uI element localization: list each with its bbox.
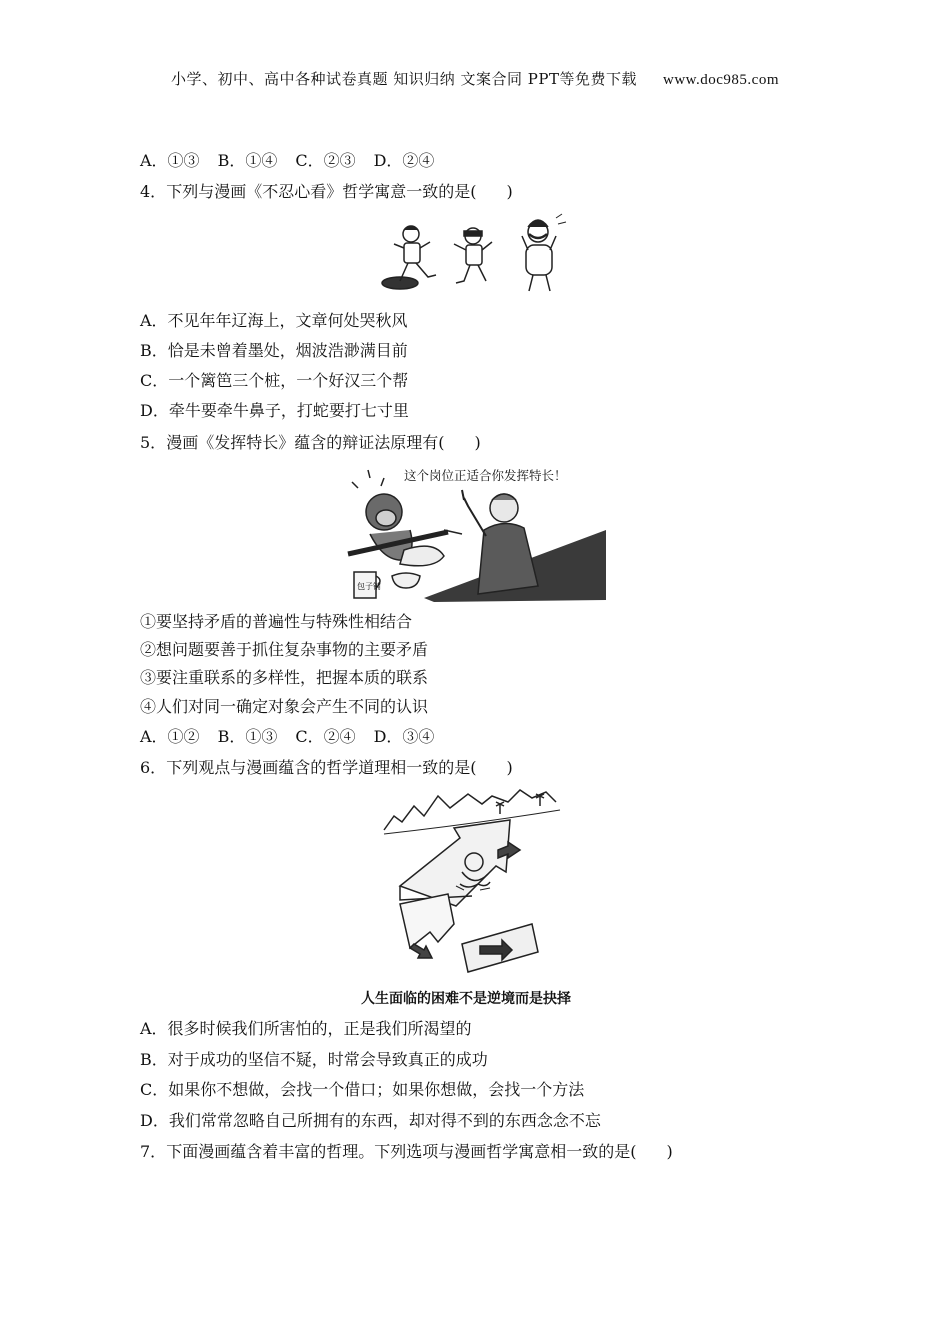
header-site: www.doc985.com [662, 72, 779, 88]
q6-stem-text: 下列观点与漫画蕴含的哲学道理相一致的是( [166, 758, 477, 777]
q3-option-a: A．①③ [140, 151, 200, 170]
q4-option-c: C．一个篱笆三个桩，一个好汉三个帮 [140, 371, 409, 390]
q6-stem-close: ) [506, 758, 513, 777]
q3-options [140, 150, 452, 172]
q5-number: 5． [140, 433, 167, 452]
q4-stem [140, 181, 513, 203]
q5-statement-1: ①要坚持矛盾的普遍性与特殊性相结合 [140, 612, 413, 631]
q6-cartoon-caption: 人生面临的困难不是逆境而是抉择 [361, 991, 571, 1007]
q5-option-a: A．①② [140, 727, 200, 746]
q6-option-d: D．我们常常忽略自己所拥有的东西，却对得不到的东西念念不忘 [140, 1111, 601, 1130]
q3-option-c: C．②③ [295, 151, 356, 170]
q7-stem [140, 1141, 673, 1163]
q4-number: 4． [140, 182, 167, 201]
q4-option-d: D．牵牛要牵牛鼻子，打蛇要打七寸里 [140, 401, 409, 420]
q6-option-c: C．如果你不想做，会找一个借口；如果你想做，会找一个方法 [140, 1080, 585, 1099]
q5-stem-text: 漫画《发挥特长》蕴含的辩证法原理有( [166, 433, 445, 452]
q4-cartoon-drawing [378, 210, 583, 295]
page-header [0, 68, 950, 89]
q5-statement-4: ④人们对同一确定对象会产生不同的认识 [140, 697, 429, 716]
q5-speech-text: 这个岗位正适合你发挥特长！ [404, 468, 567, 483]
q5-stem-close: ) [474, 433, 481, 452]
q5-option-c: C．②④ [295, 727, 356, 746]
q5-option-d: D．③④ [373, 727, 435, 746]
q4-option-a: A．不见年年辽海上，文章何处哭秋风 [140, 311, 408, 330]
q7-stem-text: 下面漫画蕴含着丰富的哲理。下列选项与漫画哲学寓意相一致的是( [166, 1142, 637, 1161]
q6-stem [140, 757, 513, 779]
q5-statement-2: ②想问题要善于抓住复杂事物的主要矛盾 [140, 640, 429, 659]
q4-cartoon [378, 210, 583, 295]
header-text: 小学、初中、高中各种试卷真题 知识归纳 文案合同 PPT等免费下载 [170, 70, 637, 88]
q7-stem-close: ) [666, 1142, 673, 1161]
q5-stem [140, 432, 481, 454]
q5-cartoon [344, 460, 606, 602]
q5-statement-3: ③要注重联系的多样性，把握本质的联系 [140, 668, 429, 687]
q4-stem-text: 下列与漫画《不忍心看》哲学寓意一致的是( [166, 182, 477, 201]
q4-option-b: B．恰是未曾着墨处，烟波浩渺满目前 [140, 341, 408, 360]
q7-number: 7． [140, 1142, 167, 1161]
q6-cartoon [380, 786, 580, 976]
q6-cartoon-drawing [380, 786, 580, 976]
q6-number: 6． [140, 758, 167, 777]
q3-option-b: B．①④ [217, 151, 278, 170]
q5-jar-label: 包子铺 [357, 582, 381, 591]
q6-option-a: A．很多时候我们所害怕的，正是我们所渴望的 [140, 1019, 472, 1038]
q5-options [140, 726, 452, 748]
q5-option-b: B．①③ [217, 727, 278, 746]
q3-option-d: D．②④ [373, 151, 435, 170]
q4-stem-close: ) [506, 182, 513, 201]
q6-option-b: B．对于成功的坚信不疑，时常会导致真正的成功 [140, 1050, 488, 1069]
q5-cartoon-drawing [344, 460, 606, 602]
